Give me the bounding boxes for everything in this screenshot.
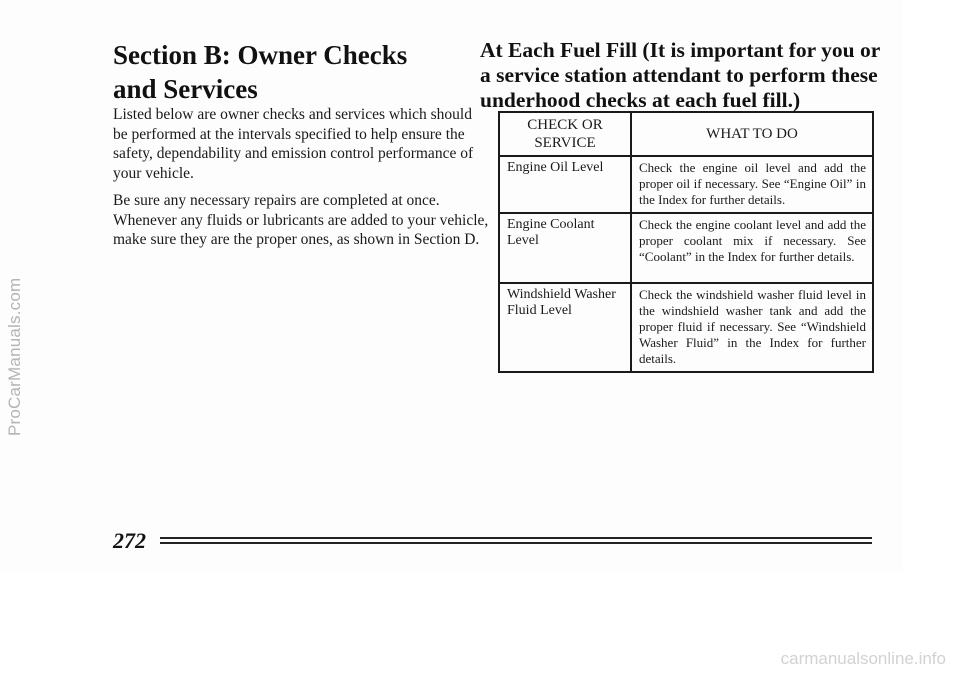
footer-rule xyxy=(160,542,872,544)
table-row xyxy=(499,156,873,213)
header-what-to-do: WHAT TO DO xyxy=(631,112,873,156)
row-item: Engine Oil Level xyxy=(499,156,631,213)
row-todo: Check the windshield washer fluid level in the windshield washer tank and add the proper fluid if necessary. See “Windshield Washer Fluid” in the Index for further details. xyxy=(631,283,873,372)
table-row xyxy=(499,283,873,372)
checks-table xyxy=(498,111,874,373)
row-todo: Check the engine oil level and add the proper oil if necessary. See “Engine Oil” in the Index for further details. xyxy=(631,156,873,213)
bottom-watermark: carmanualsonline.info xyxy=(780,649,946,668)
section-title: Section B: Owner Checks and Services xyxy=(113,40,408,104)
side-watermark: ProCarManuals.com xyxy=(5,277,24,436)
page-number: 272 xyxy=(113,528,146,553)
row-item: Windshield Washer Fluid Level xyxy=(499,283,631,372)
fuel-fill-heading: At Each Fuel Fill (It is important for you or a service station attendant to perform these underhood checks at each fuel fill.) xyxy=(480,38,880,112)
intro-text xyxy=(113,105,489,258)
table-header-row xyxy=(499,112,873,156)
intro-paragraph-2: Be sure any necessary repairs are completed at once. Whenever any fluids or lubricants are added to your vehicle, make sure they are the proper ones, as shown in Section D. xyxy=(113,192,489,248)
row-item: Engine Coolant Level xyxy=(499,213,631,283)
footer-rule xyxy=(160,537,872,539)
row-todo: Check the engine coolant level and add the proper coolant mix if necessary. See “Coolant” in the Index for further details. xyxy=(631,213,873,283)
header-check-or-service: CHECK OR SERVICE xyxy=(499,112,631,156)
intro-paragraph-1: Listed below are owner checks and services which should be performed at the intervals specified to help ensure the safety, dependability and emission control performance of your vehicle. xyxy=(113,106,474,182)
table-row xyxy=(499,213,873,283)
